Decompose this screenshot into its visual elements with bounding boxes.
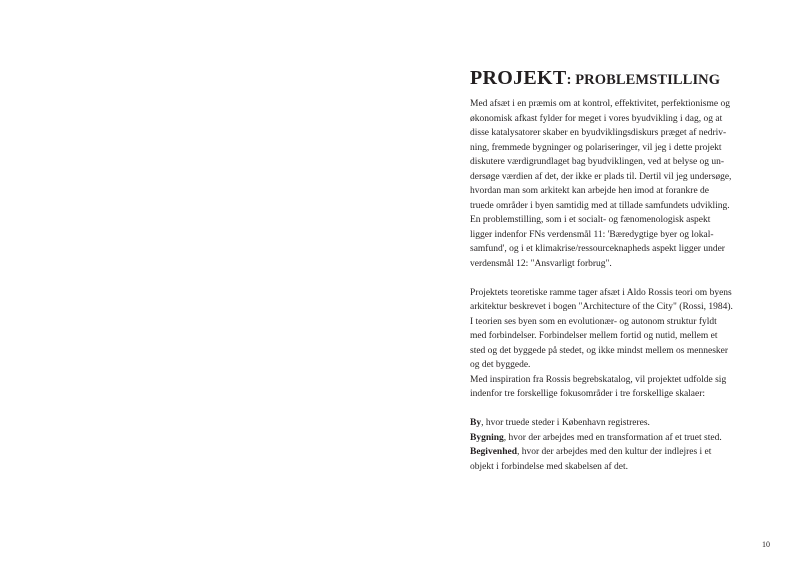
text-line: indenfor tre forskellige fokusområder i tre forskellige skalaer: — [470, 389, 706, 399]
text-line: diskutere værdigrundlaget bag byudviklingen, ved at belyse og un- — [470, 157, 725, 167]
text-line: dersøge værdien af det, der ikke er plads til. Dertil vil jeg undersøge, — [470, 171, 732, 182]
text-line: samfund', og i et klimakrise/ressourceknapheds aspekt ligger under — [470, 244, 725, 254]
text-line: ligger indenfor FNs verdensmål 11: 'Bæredygtige byer og lokal- — [470, 229, 714, 240]
focus-area-by — [470, 416, 770, 431]
title-bold-part: PROJEKT — [470, 67, 567, 89]
text-line: sted og det byggede på stedet, og ikke mindst mellem os mennesker — [470, 345, 729, 356]
text-line: verdensmål 12: "Ansvarligt forbrug". — [470, 258, 612, 269]
paragraph-spacer — [470, 402, 770, 417]
focus-text-begivenhed: , hvor der arbejdes med den kultur der indlejres i et — [516, 447, 712, 457]
text-line: ning, fremmede bygninger og polariseringer, vil jeg i dette projekt — [470, 142, 722, 153]
text-line: og det byggede. — [470, 360, 531, 370]
focus-area-bygning — [470, 431, 770, 446]
body-text — [470, 97, 770, 474]
text-line: Projektets teoretiske ramme tager afsæt i Aldo Rossis teori om byens — [470, 287, 732, 298]
focus-text-by: , hvor truede steder i København registreres. — [481, 418, 650, 428]
text-line: økonomisk afkast fylder for meget i vores byudvikling i dag, og at — [470, 113, 723, 124]
paragraph-problem-statement — [470, 97, 770, 271]
page-title — [470, 55, 720, 92]
paragraph-theory — [470, 286, 770, 402]
text-line: truede områder i byen samtidig med at tillade samfundets udvikling. — [470, 200, 730, 211]
focus-term-by: By — [470, 418, 482, 428]
focus-term-bygning: Bygning — [470, 432, 504, 443]
text-line: Med inspiration fra Rossis begrebskatalog, vil projektet udfolde sig — [470, 374, 727, 385]
text-line: disse katalysatorer skaber en byudviklingsdiskurs præget af nedriv- — [470, 128, 727, 138]
paragraph-spacer — [470, 271, 770, 286]
focus-area-begivenhed-continued: objekt i forbindelse med skabelsen af det. — [470, 461, 629, 472]
text-line: med forbindelser. Forbindelser mellem fortid og nutid, mellem et — [470, 331, 718, 341]
text-line: En problemstilling, som i et socialt- og fænomenologisk aspekt — [470, 215, 711, 225]
text-line: I teorien ses byen som en evolutionær- og autonom struktur fyldt — [470, 316, 717, 327]
focus-areas-list — [470, 416, 770, 474]
focus-text-bygning: , hvor der arbejdes med en transformation af et truet sted. — [503, 432, 722, 443]
text-line: arkitektur beskrevet i bogen "Architecture of the City" (Rossi, 1984). — [470, 302, 733, 312]
focus-area-begivenhed — [470, 445, 770, 460]
text-line: hvordan man som arkitekt kan arbejde hen imod at forankre de — [470, 186, 709, 196]
title-rest-part: : PROBLEMSTILLING — [566, 72, 721, 88]
page-number: 10 — [762, 540, 770, 549]
focus-term-begivenhed: Begivenhed — [470, 447, 517, 457]
text-line: Med afsæt i en præmis om at kontrol, effektivitet, perfektionisme og — [470, 99, 730, 109]
